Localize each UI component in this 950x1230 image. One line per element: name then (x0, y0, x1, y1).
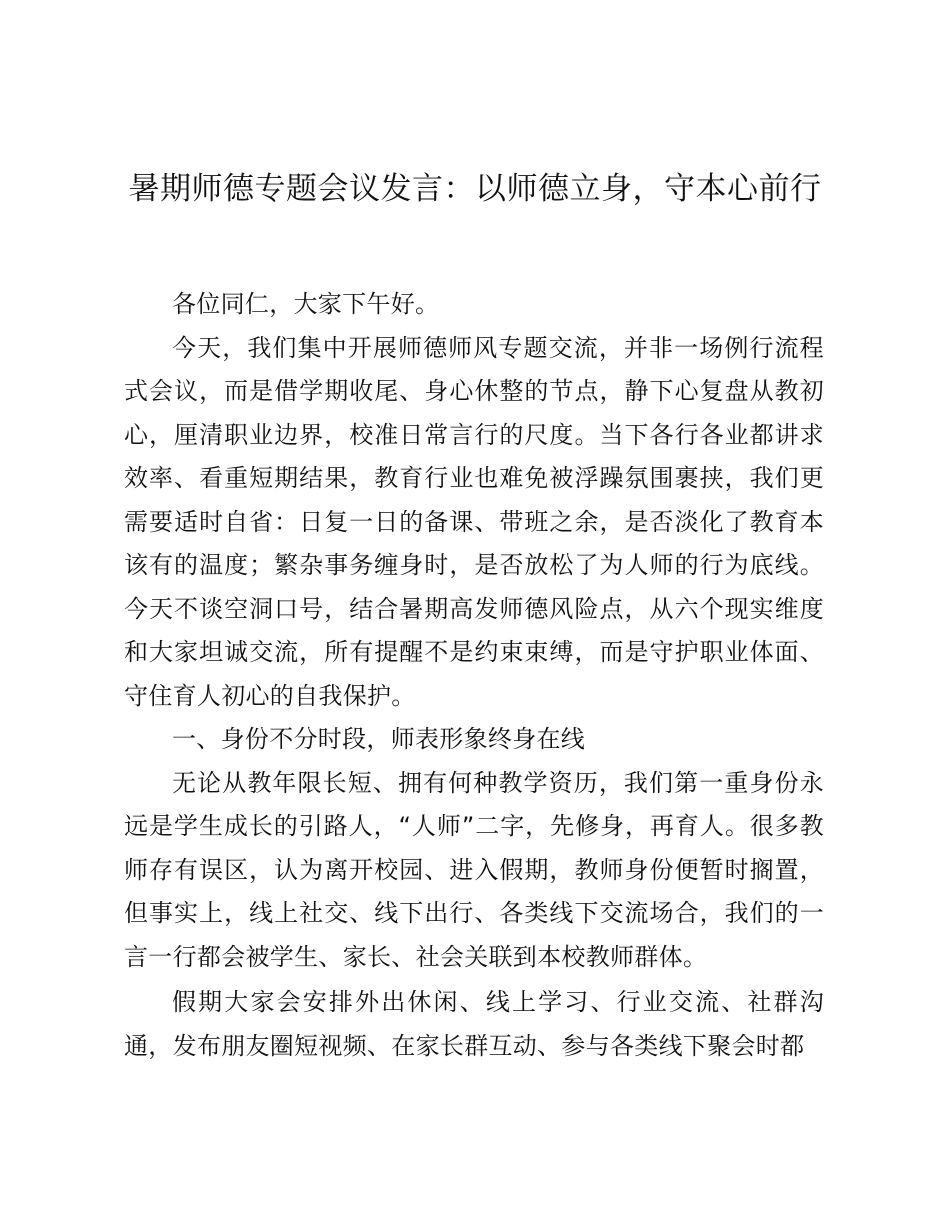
section-heading-1: 一、身份不分时段，师表形象终身在线 (172, 725, 586, 753)
document-body (124, 283, 824, 1068)
body-paragraph-1: 今天，我们集中开展师德师风专题交流，并非一场例行流程式会议，而是借学期收尾、身心休整的节点，静下心复盘从教初心，厘清职业边界，校准日常言行的尺度。当下各行各业都讲求效率、看重短期结果，教育行业也难免被浮躁氛围裹挟，我们更需要适时自省：日复一日的备课、带班之余，是否淡化了教育本该有的温度；繁杂事务缠身时，是否放松了为人师的行为底线。今天不谈空洞口号，结合暑期高发师德风险点，从六个现实维度和大家坦诚交流，所有提醒不是约束束缚，而是守护职业体面、守住育人初心的自我保护。 (124, 333, 824, 710)
body-paragraph-3: 假期大家会安排外出休闲、线上学习、行业交流、社群沟通，发布朋友圈短视频、在家长群互动、参与各类线下聚会时都 (124, 988, 824, 1060)
document-title: 暑期师德专题会议发言：以师德立身，守本心前行 (128, 171, 822, 207)
greeting-paragraph: 各位同仁，大家下午好。 (172, 290, 440, 318)
body-paragraph-2: 无论从教年限长短、拥有何种教学资历，我们第一重身份永远是学生成长的引路人，“人师”二字，先修身，再育人。很多教师存有误区，认为离开校园、进入假期，教师身份便暂时搁置，但事实上，线上社交、线下出行、各类线下交流场合，我们的一言一行都会被学生、家长、社会关联到本校教师群体。 (124, 768, 824, 971)
